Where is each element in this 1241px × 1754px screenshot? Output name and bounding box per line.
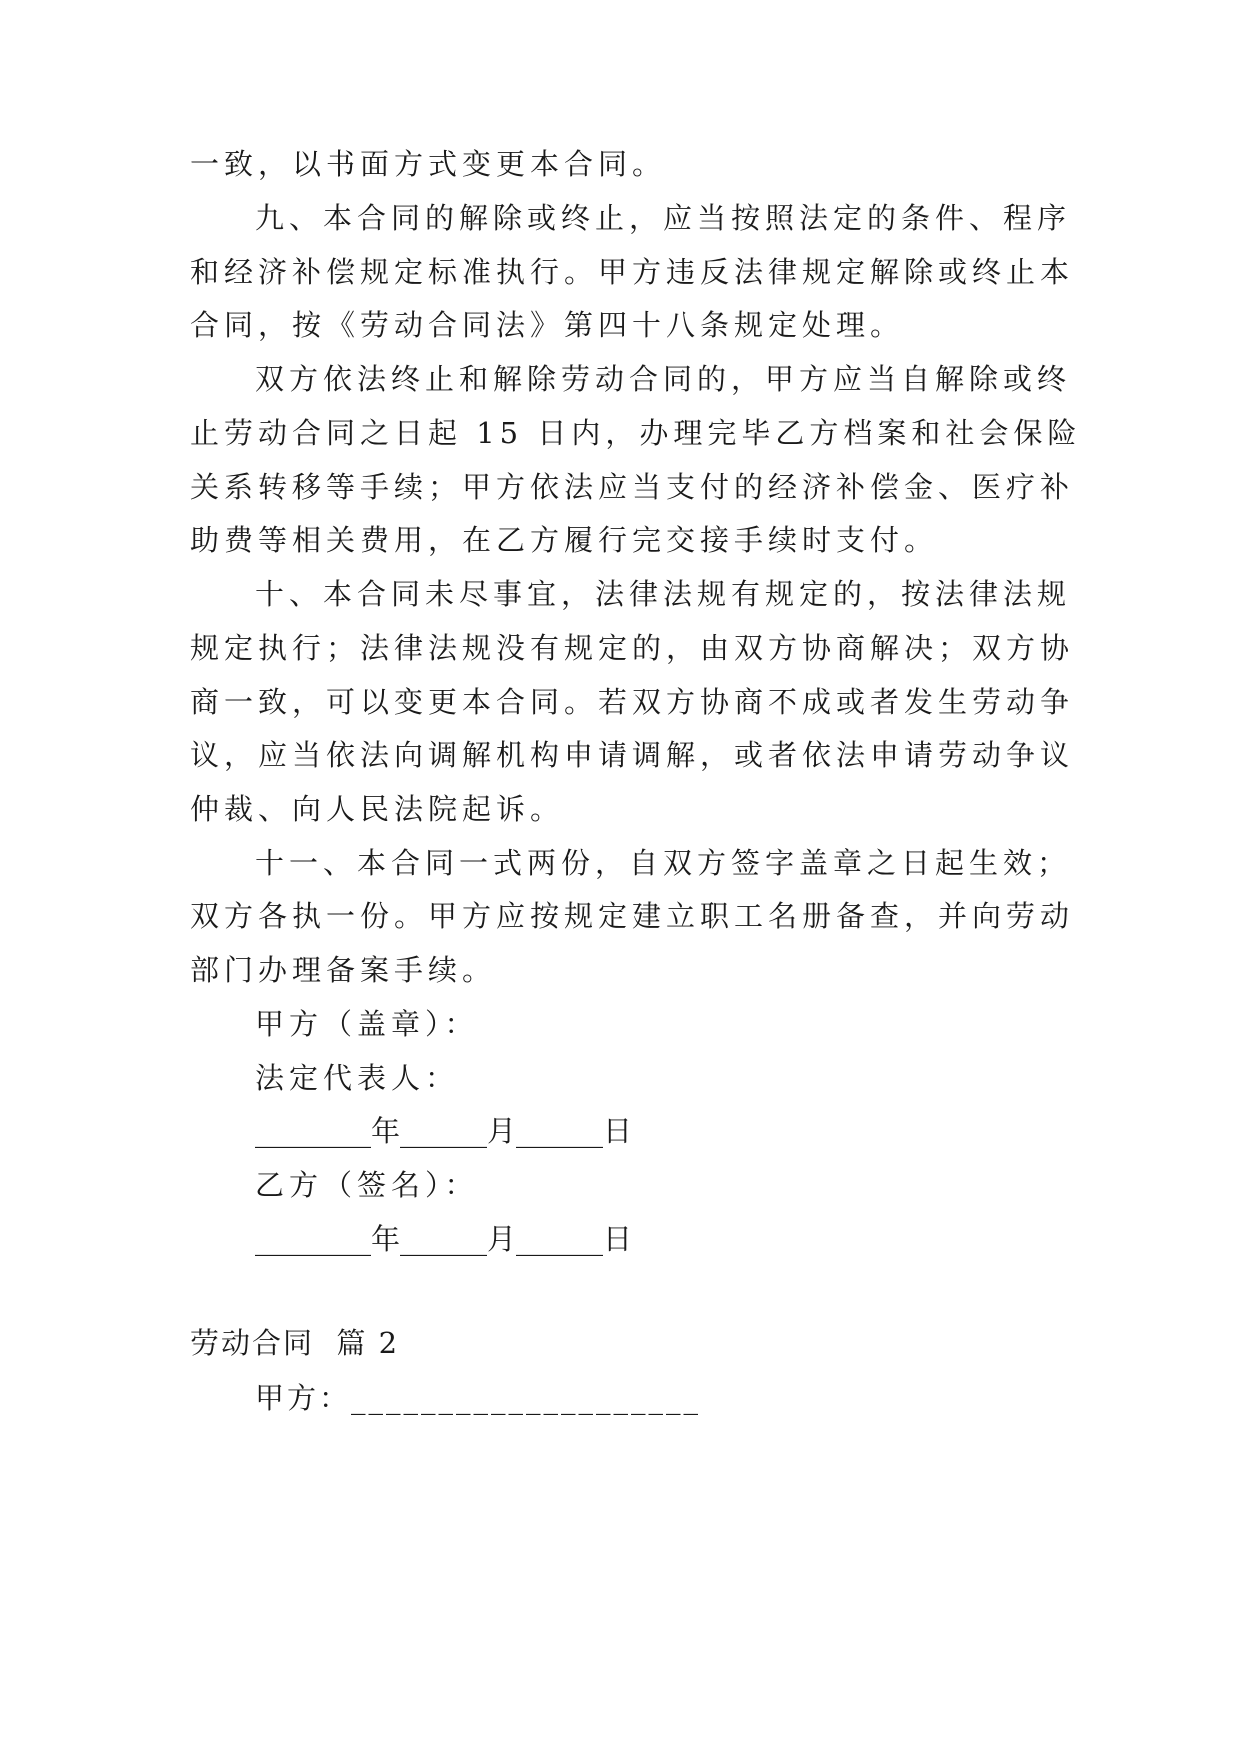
paragraph-line: 议，应当依法向调解机构申请调解，或者依法申请劳动争议: [190, 738, 1075, 772]
paragraph-line: 助费等相关费用，在乙方履行完交接手续时支付。: [190, 523, 939, 557]
section-title: 劳动合同 篇 2: [190, 1326, 400, 1360]
paragraph-line: 商一致，可以变更本合同。若双方协商不成或者发生劳动争: [190, 685, 1075, 719]
paragraph-line: 九、本合同的解除或终止，应当按照法定的条件、程序: [255, 201, 1072, 235]
paragraph-line: 规定执行；法律法规没有规定的，由双方协商解决；双方协: [190, 631, 1075, 665]
legal-representative-label: 法定代表人：: [255, 1061, 460, 1095]
paragraph-line: 仲裁、向人民法院起诉。: [190, 792, 565, 826]
paragraph-line: 和经济补偿规定标准执行。甲方违反法律规定解除或终止本: [190, 255, 1075, 289]
party-a-seal-label: 甲方（盖章）：: [255, 1007, 479, 1041]
date-line: ________年______月______日: [255, 1222, 633, 1256]
paragraph-line: 双方各执一份。甲方应按规定建立职工名册备查，并向劳动: [190, 899, 1075, 933]
paragraph-line: 十、本合同未尽事宜，法律法规有规定的，按法律法规: [255, 577, 1072, 611]
paragraph-line: 止劳动合同之日起 15 日内，办理完毕乙方档案和社会保险: [190, 416, 1082, 450]
date-line: ________年______月______日: [255, 1114, 633, 1148]
party-a-label: 甲方：____________________: [255, 1381, 702, 1415]
paragraph-line: 一致，以书面方式变更本合同。: [190, 147, 667, 181]
paragraph-line: 十一、本合同一式两份，自双方签字盖章之日起生效；: [255, 846, 1072, 880]
paragraph-line: 合同，按《劳动合同法》第四十八条规定处理。: [190, 308, 905, 342]
paragraph-line: 关系转移等手续；甲方依法应当支付的经济补偿金、医疗补: [190, 470, 1075, 504]
paragraph-line: 部门办理备案手续。: [190, 953, 497, 987]
party-b-sign-label: 乙方（签名）：: [255, 1168, 479, 1202]
paragraph-line: 双方依法终止和解除劳动合同的，甲方应当自解除或终: [255, 362, 1072, 396]
